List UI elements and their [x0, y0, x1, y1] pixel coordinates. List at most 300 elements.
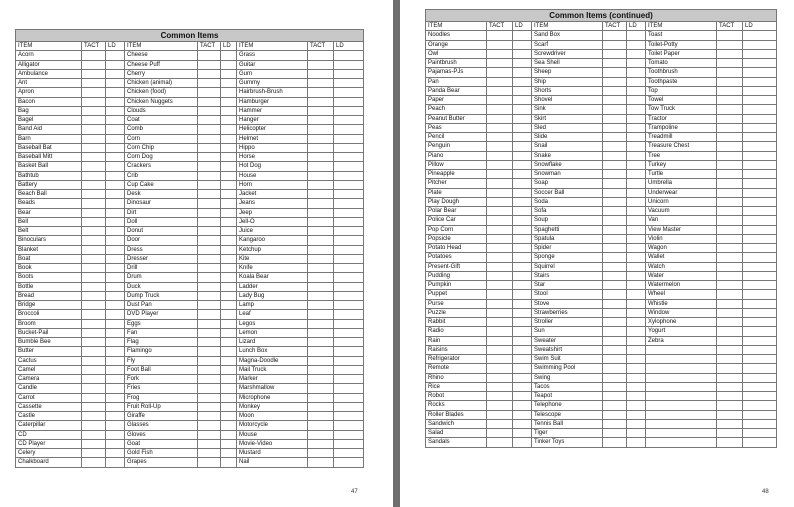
ld-cell: [627, 345, 646, 354]
item-cell: Fly: [125, 356, 198, 365]
ld-cell: [334, 347, 364, 356]
item-cell: Soap: [532, 179, 603, 188]
item-cell: Penguin: [426, 142, 487, 151]
item-cell: Broccoli: [16, 310, 82, 319]
table-row: [426, 160, 777, 169]
tact-cell: [603, 96, 627, 105]
item-cell: Violin: [646, 234, 717, 243]
item-cell: Pajamas-PJs: [426, 68, 487, 77]
tact-cell: [82, 421, 106, 430]
item-cell: Kite: [237, 254, 308, 263]
item-cell: Teapot: [532, 392, 603, 401]
table-row: [16, 375, 364, 384]
tact-cell: [603, 364, 627, 373]
tact-cell: [198, 199, 221, 208]
column-header: ITEM: [125, 42, 198, 51]
tact-cell: [198, 356, 221, 365]
item-cell: Vacuum: [646, 207, 717, 216]
item-cell: Fruit Roll-Up: [125, 402, 198, 411]
tact-cell: [717, 151, 743, 160]
item-cell: Ship: [532, 77, 603, 86]
ld-cell: [627, 410, 646, 419]
tact-cell: [82, 236, 106, 245]
ld-cell: [513, 31, 532, 40]
ld-cell: [334, 310, 364, 319]
table-row: [16, 190, 364, 199]
item-cell: Spider: [532, 244, 603, 253]
tact-cell: [487, 123, 513, 132]
ld-cell: [627, 225, 646, 234]
tact-cell: [198, 264, 221, 273]
tact-cell: [82, 291, 106, 300]
item-cell: Slide: [532, 133, 603, 142]
ld-cell: [513, 253, 532, 262]
table-row: [16, 430, 364, 439]
ld-cell: [513, 290, 532, 299]
tact-cell: [198, 375, 221, 384]
item-cell: Chicken Nuggets: [125, 97, 198, 106]
item-cell: DVD Player: [125, 310, 198, 319]
tact-cell: [603, 77, 627, 86]
item-cell: Tractor: [646, 114, 717, 123]
tact-cell: [603, 345, 627, 354]
item-cell: Bottle: [16, 282, 82, 291]
tact-cell: [198, 319, 221, 328]
ld-cell: [513, 123, 532, 132]
tact-cell: [82, 180, 106, 189]
tact-cell: [82, 69, 106, 78]
ld-cell: [743, 197, 777, 206]
tact-cell: [82, 310, 106, 319]
tact-cell: [308, 153, 334, 162]
ld-cell: [334, 162, 364, 171]
ld-cell: [743, 188, 777, 197]
item-cell: Potatoes: [426, 253, 487, 262]
tact-cell: [308, 125, 334, 134]
tact-cell: [198, 236, 221, 245]
ld-cell: [221, 301, 237, 310]
ld-cell: [743, 77, 777, 86]
table-row: [16, 301, 364, 310]
item-cell: Rhino: [426, 373, 487, 382]
table-row: [16, 227, 364, 236]
tact-cell: [198, 227, 221, 236]
item-cell: Turtle: [646, 170, 717, 179]
item-cell: Beach Ball: [16, 190, 82, 199]
item-cell: Legos: [237, 319, 308, 328]
ld-cell: [334, 291, 364, 300]
tact-cell: [603, 253, 627, 262]
item-cell: Bagel: [16, 116, 82, 125]
tact-cell: [487, 197, 513, 206]
item-cell: [646, 410, 717, 419]
item-cell: [646, 438, 717, 447]
ld-cell: [743, 151, 777, 160]
table-row: [426, 216, 777, 225]
table-row: [16, 393, 364, 402]
ld-cell: [106, 273, 125, 282]
item-cell: Cup Cake: [125, 180, 198, 189]
column-header: ITEM: [426, 22, 487, 31]
item-cell: Robot: [426, 392, 487, 401]
item-cell: Remote: [426, 364, 487, 373]
ld-cell: [106, 190, 125, 199]
column-header: LD: [627, 22, 646, 31]
ld-cell: [221, 227, 237, 236]
tact-cell: [603, 49, 627, 58]
tact-cell: [717, 327, 743, 336]
tact-cell: [717, 253, 743, 262]
tact-cell: [198, 116, 221, 125]
table-row: [426, 151, 777, 160]
tact-cell: [487, 170, 513, 179]
tact-cell: [82, 264, 106, 273]
tact-cell: [603, 327, 627, 336]
ld-cell: [627, 114, 646, 123]
item-cell: Bell: [16, 217, 82, 226]
ld-cell: [743, 31, 777, 40]
ld-cell: [106, 264, 125, 273]
table-row: [16, 365, 364, 374]
ld-cell: [743, 253, 777, 262]
ld-cell: [743, 355, 777, 364]
item-cell: Gummy: [237, 79, 308, 88]
item-cell: [646, 355, 717, 364]
tact-cell: [717, 40, 743, 49]
item-cell: Tow Truck: [646, 105, 717, 114]
table-row: [426, 207, 777, 216]
ld-cell: [106, 106, 125, 115]
page-number: 47: [351, 489, 358, 495]
ld-cell: [221, 291, 237, 300]
ld-cell: [221, 217, 237, 226]
ld-cell: [221, 365, 237, 374]
item-cell: Guitar: [237, 60, 308, 69]
ld-cell: [627, 77, 646, 86]
column-header: TACT: [308, 42, 334, 51]
ld-cell: [513, 170, 532, 179]
item-cell: Pan: [426, 77, 487, 86]
item-cell: Acorn: [16, 51, 82, 60]
ld-cell: [221, 282, 237, 291]
ld-cell: [334, 180, 364, 189]
item-cell: Window: [646, 308, 717, 317]
tact-cell: [603, 281, 627, 290]
ld-cell: [334, 69, 364, 78]
tact-cell: [82, 439, 106, 448]
item-cell: Soup: [532, 216, 603, 225]
item-cell: Bucket-Pail: [16, 328, 82, 337]
item-cell: Marshmallow: [237, 384, 308, 393]
item-cell: Top: [646, 86, 717, 95]
ld-cell: [627, 68, 646, 77]
table-row: [426, 188, 777, 197]
ld-cell: [513, 225, 532, 234]
ld-cell: [743, 410, 777, 419]
item-cell: Lady Bug: [237, 291, 308, 300]
tact-cell: [487, 262, 513, 271]
ld-cell: [743, 271, 777, 280]
ld-cell: [513, 318, 532, 327]
tact-cell: [82, 328, 106, 337]
tact-cell: [487, 438, 513, 447]
tact-cell: [82, 116, 106, 125]
ld-cell: [513, 151, 532, 160]
item-cell: Bumble Bee: [16, 338, 82, 347]
table-row: [16, 273, 364, 282]
tact-cell: [487, 68, 513, 77]
ld-cell: [627, 133, 646, 142]
item-cell: Band Aid: [16, 125, 82, 134]
ld-cell: [334, 51, 364, 60]
tact-cell: [82, 208, 106, 217]
ld-cell: [221, 328, 237, 337]
tact-cell: [717, 142, 743, 151]
item-cell: Star: [532, 281, 603, 290]
tact-cell: [487, 40, 513, 49]
item-cell: Fork: [125, 375, 198, 384]
common-items-table: [15, 29, 364, 468]
item-cell: Turkey: [646, 160, 717, 169]
ld-cell: [334, 375, 364, 384]
ld-cell: [627, 401, 646, 410]
ld-cell: [627, 105, 646, 114]
table-row: [426, 401, 777, 410]
item-cell: Gold Fish: [125, 449, 198, 458]
tact-cell: [603, 179, 627, 188]
table-row: [426, 373, 777, 382]
ld-cell: [513, 160, 532, 169]
ld-cell: [743, 225, 777, 234]
ld-cell: [743, 105, 777, 114]
tact-cell: [308, 430, 334, 439]
ld-cell: [513, 336, 532, 345]
tact-cell: [717, 105, 743, 114]
tact-cell: [198, 171, 221, 180]
item-cell: Mustard: [237, 449, 308, 458]
tact-cell: [717, 49, 743, 58]
item-cell: Purse: [426, 299, 487, 308]
ld-cell: [106, 180, 125, 189]
item-cell: Helicopter: [237, 125, 308, 134]
tact-cell: [603, 142, 627, 151]
item-cell: Raisins: [426, 345, 487, 354]
ld-cell: [221, 402, 237, 411]
item-cell: Broom: [16, 319, 82, 328]
table-row: [426, 40, 777, 49]
item-cell: Grapes: [125, 458, 198, 467]
ld-cell: [106, 347, 125, 356]
ld-cell: [743, 59, 777, 68]
item-cell: Stroller: [532, 318, 603, 327]
item-cell: Toothpaste: [646, 77, 717, 86]
ld-cell: [513, 142, 532, 151]
item-cell: Telephone: [532, 401, 603, 410]
item-cell: Tomato: [646, 59, 717, 68]
table-row: [426, 197, 777, 206]
item-cell: Whistle: [646, 299, 717, 308]
table-row: [16, 449, 364, 458]
item-cell: Watermelon: [646, 281, 717, 290]
tact-cell: [717, 392, 743, 401]
tact-cell: [487, 364, 513, 373]
ld-cell: [106, 208, 125, 217]
tact-cell: [82, 60, 106, 69]
item-cell: Scarf: [532, 40, 603, 49]
item-cell: Jeans: [237, 199, 308, 208]
tact-cell: [198, 217, 221, 226]
ld-cell: [221, 458, 237, 467]
ld-cell: [334, 227, 364, 236]
tact-cell: [198, 402, 221, 411]
item-cell: Dresser: [125, 254, 198, 263]
ld-cell: [334, 217, 364, 226]
tact-cell: [603, 419, 627, 428]
ld-cell: [513, 114, 532, 123]
tact-cell: [603, 438, 627, 447]
table-row: [16, 69, 364, 78]
item-cell: Beads: [16, 199, 82, 208]
table-row: [16, 402, 364, 411]
ld-cell: [334, 356, 364, 365]
item-cell: Panda Bear: [426, 86, 487, 95]
table-row: [426, 364, 777, 373]
item-cell: Leaf: [237, 310, 308, 319]
item-cell: Binoculars: [16, 236, 82, 245]
ld-cell: [106, 171, 125, 180]
tact-cell: [82, 365, 106, 374]
ld-cell: [106, 153, 125, 162]
tact-cell: [198, 79, 221, 88]
ld-cell: [221, 116, 237, 125]
ld-cell: [627, 86, 646, 95]
tact-cell: [198, 328, 221, 337]
tact-cell: [603, 299, 627, 308]
tact-cell: [487, 345, 513, 354]
tact-cell: [198, 273, 221, 282]
tact-cell: [487, 355, 513, 364]
ld-cell: [106, 69, 125, 78]
tact-cell: [308, 227, 334, 236]
table-row: [16, 88, 364, 97]
item-cell: Pumpkin: [426, 281, 487, 290]
ld-cell: [221, 384, 237, 393]
item-cell: Pop Corn: [426, 225, 487, 234]
ld-cell: [513, 364, 532, 373]
tact-cell: [603, 262, 627, 271]
tact-cell: [717, 123, 743, 132]
ld-cell: [743, 401, 777, 410]
item-cell: Clouds: [125, 106, 198, 115]
ld-cell: [106, 375, 125, 384]
tact-cell: [308, 310, 334, 319]
tact-cell: [308, 143, 334, 152]
ld-cell: [221, 264, 237, 273]
item-cell: Nail: [237, 458, 308, 467]
table-row: [16, 79, 364, 88]
ld-cell: [743, 308, 777, 317]
item-cell: Caterpillar: [16, 421, 82, 430]
tact-cell: [308, 375, 334, 384]
item-cell: Drum: [125, 273, 198, 282]
table-row: [426, 253, 777, 262]
table-row: [426, 336, 777, 345]
ld-cell: [627, 382, 646, 391]
ld-cell: [221, 273, 237, 282]
ld-cell: [513, 410, 532, 419]
item-cell: Flag: [125, 338, 198, 347]
ld-cell: [106, 449, 125, 458]
item-cell: Toilet Paper: [646, 49, 717, 58]
column-header: TACT: [603, 22, 627, 31]
table-row: [426, 86, 777, 95]
ld-cell: [627, 142, 646, 151]
ld-cell: [513, 234, 532, 243]
tact-cell: [308, 116, 334, 125]
tact-cell: [198, 125, 221, 134]
ld-cell: [513, 401, 532, 410]
tact-cell: [82, 347, 106, 356]
ld-cell: [106, 356, 125, 365]
ld-cell: [221, 430, 237, 439]
tact-cell: [603, 114, 627, 123]
item-cell: Monkey: [237, 402, 308, 411]
tact-cell: [717, 401, 743, 410]
item-cell: Puzzle: [426, 308, 487, 317]
tact-cell: [717, 170, 743, 179]
ld-cell: [106, 412, 125, 421]
column-header: LD: [106, 42, 125, 51]
tact-cell: [308, 328, 334, 337]
item-cell: Mail Truck: [237, 365, 308, 374]
table-row: [16, 116, 364, 125]
item-cell: Stove: [532, 299, 603, 308]
tact-cell: [198, 310, 221, 319]
tact-cell: [487, 336, 513, 345]
table-row: [426, 419, 777, 428]
table-row: [426, 410, 777, 419]
ld-cell: [334, 328, 364, 337]
tact-cell: [717, 281, 743, 290]
ld-cell: [334, 60, 364, 69]
tact-cell: [603, 31, 627, 40]
tact-cell: [198, 88, 221, 97]
item-cell: Orange: [426, 40, 487, 49]
item-cell: Butter: [16, 347, 82, 356]
item-cell: Pillow: [426, 160, 487, 169]
item-cell: Horn: [237, 180, 308, 189]
tact-cell: [717, 336, 743, 345]
item-cell: Toothbrush: [646, 68, 717, 77]
tact-cell: [717, 382, 743, 391]
tact-cell: [717, 290, 743, 299]
ld-cell: [334, 458, 364, 467]
tact-cell: [717, 160, 743, 169]
ld-cell: [627, 373, 646, 382]
ld-cell: [221, 69, 237, 78]
column-header: TACT: [198, 42, 221, 51]
tact-cell: [308, 402, 334, 411]
tact-cell: [603, 336, 627, 345]
item-cell: CD: [16, 430, 82, 439]
tact-cell: [308, 356, 334, 365]
tact-cell: [487, 77, 513, 86]
item-cell: Duck: [125, 282, 198, 291]
ld-cell: [106, 88, 125, 97]
tact-cell: [487, 31, 513, 40]
tact-cell: [308, 51, 334, 60]
ld-cell: [627, 234, 646, 243]
